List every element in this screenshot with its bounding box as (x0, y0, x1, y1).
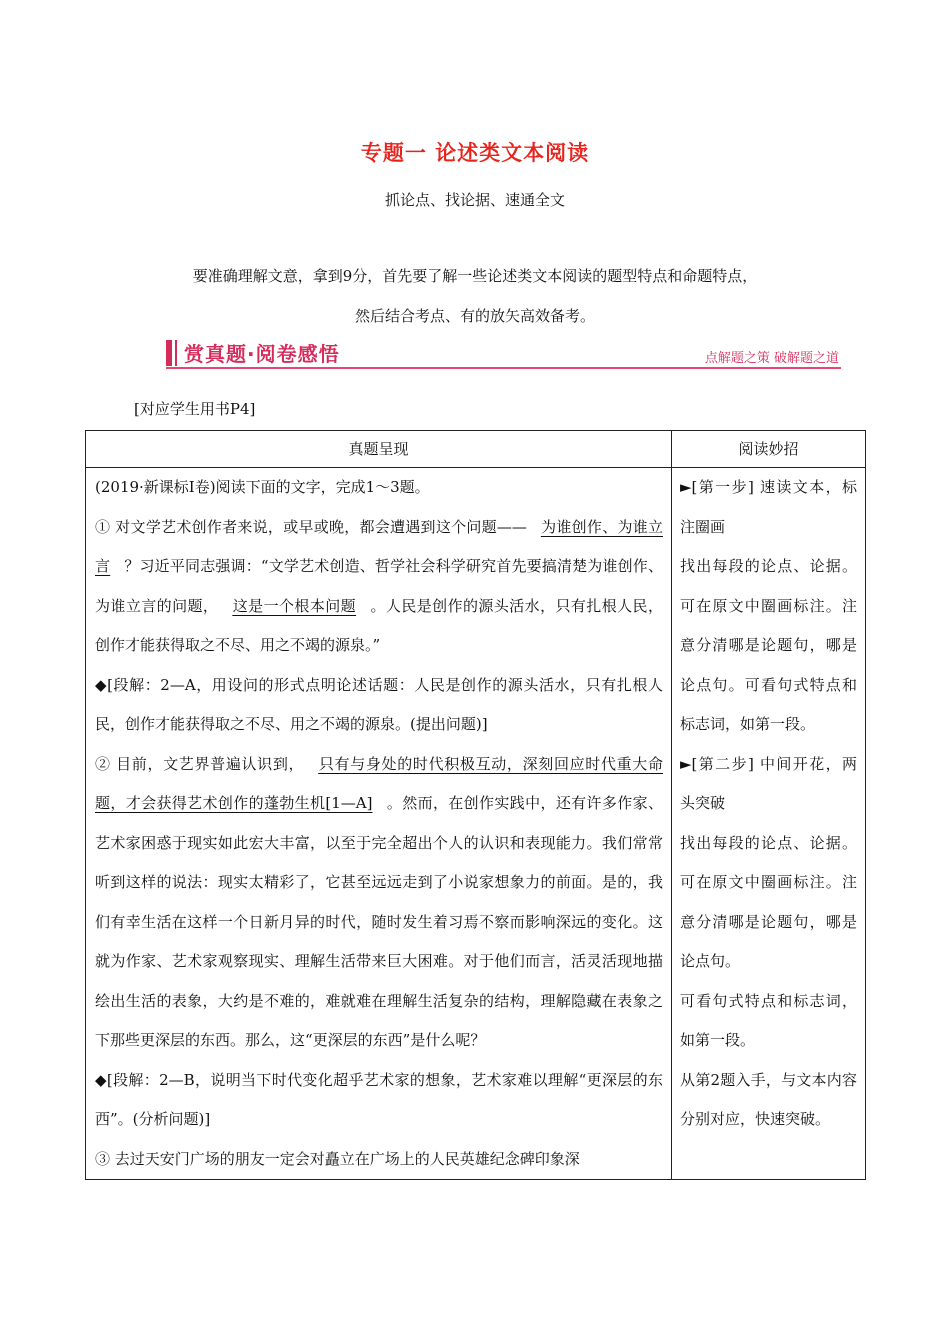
p1-underline-2: 这是一个根本问题 (232, 596, 357, 615)
reading-tips-cell (672, 468, 866, 1180)
paragraph-1 (95, 508, 663, 666)
header-reading-tips: 阅读妙招 (672, 431, 866, 468)
step-1-title: ►[第一步] 速读文本，标注圈画 (680, 478, 857, 536)
step-2-desc-2: 可看句式特点和标志词，如第一段。 (680, 991, 857, 1049)
book-reference: [对应学生用书P4] (134, 400, 256, 418)
intro-line-1: 要准确理解文意，拿到9分，首先要了解一些论述类文本阅读的题型特点和命题特点， (192, 267, 758, 285)
p2-text-b: 。然而，在创作实践中，还有许多作家、艺术家困惑于现实如此宏大丰富，以至于完全超出个人的认识和表现能力。我们常常听到这样的说法：现实太精彩了，它甚至远远走到了小说家想象力的前面。是的，我们有幸生活在这样一个日新月异的时代，随时发生着习焉不察而影响深远的变化。这就为作家、艺术家观察现实、理解生活带来巨大困难。对于他们而言，活灵活现地描绘出生活的表象，大约是不难的，难就难在理解生活复杂的结构，理解隐藏在表象之下那些更深层的东西。那么，这“更深层的东西”是什么呢？ (95, 794, 663, 1049)
paragraph-3: ③ 去过天安门广场的朋友一定会对矗立在广场上的人民英雄纪念碑印象深 (95, 1149, 580, 1168)
section-banner (166, 336, 841, 369)
source-line: (2019·新课标Ⅰ卷)阅读下面的文字，完成1～3题。 (95, 478, 430, 496)
p1-text-a: ① 对文学艺术创作者来说，或早或晚，都会遭遇到这个问题—— (95, 517, 527, 536)
p1-text-b: ？习近平同志强调：“文学艺术创造、哲学社会科学研究首先要搞清楚为谁创作、为谁立言的问题， (95, 557, 663, 615)
p2-text-a: ② 目前，文艺界普遍认识到， (95, 754, 305, 773)
intro-line-2: 然后结合考点、有的放矢高效备考。 (354, 307, 595, 325)
banner-slogan: 点解题之策 破解题之道 (704, 351, 839, 366)
reading-table (85, 430, 866, 1180)
page-subtitle: 抓论点、找论据、速通全文 (384, 191, 565, 209)
paragraph-1-note: ◆[段解：2—A，用设问的形式点明论述话题：人民是创作的源头活水，只有扎根人民，创作才能获得取之不尽、用之不竭的源泉。(提出问题)] (95, 675, 663, 733)
paragraph-2-note: ◆[段解：2—B，说明当下时代变化超乎艺术家的想象，艺术家难以理解“更深层的东西”。(分析问题)] (95, 1070, 663, 1128)
banner-accent-bar (166, 340, 172, 366)
table-header-row (86, 431, 866, 468)
table-body-row (86, 468, 866, 1180)
header-exam-text: 真题呈现 (86, 431, 672, 468)
step-2-desc-1: 找出每段的论点、论据。可在原文中圈画标注。注意分清哪是论题句，哪是论点句。 (680, 833, 857, 970)
step-2-title: ►[第二步] 中间开花，两头突破 (680, 754, 857, 812)
paragraph-2 (95, 745, 663, 1061)
banner-title: 赏真题·阅卷感悟 (184, 342, 340, 366)
intro-paragraph (150, 256, 800, 336)
page-title: 专题一 论述类文本阅读 (360, 141, 590, 165)
p1-underline-1: 为谁创作、为谁立言 (95, 517, 663, 575)
exam-text-cell (86, 468, 672, 1180)
step-2-desc-3: 从第2题入手，与文本内容分别对应，快速突破。 (680, 1070, 857, 1128)
p1-text-c: 。人民是创作的源头活水，只有扎根人民，创作才能获得取之不尽、用之不竭的源泉。” (95, 596, 663, 654)
p2-underline: 只有与身处的时代积极互动，深刻回应时代重大命题，才会获得艺术创作的蓬勃生机[1—A] (95, 754, 663, 812)
step-1-desc: 找出每段的论点、论据。可在原文中圈画标注。注意分清哪是论题句，哪是论点句。可看句式特点和标志词，如第一段。 (680, 557, 857, 733)
banner-accent-line (175, 340, 177, 366)
